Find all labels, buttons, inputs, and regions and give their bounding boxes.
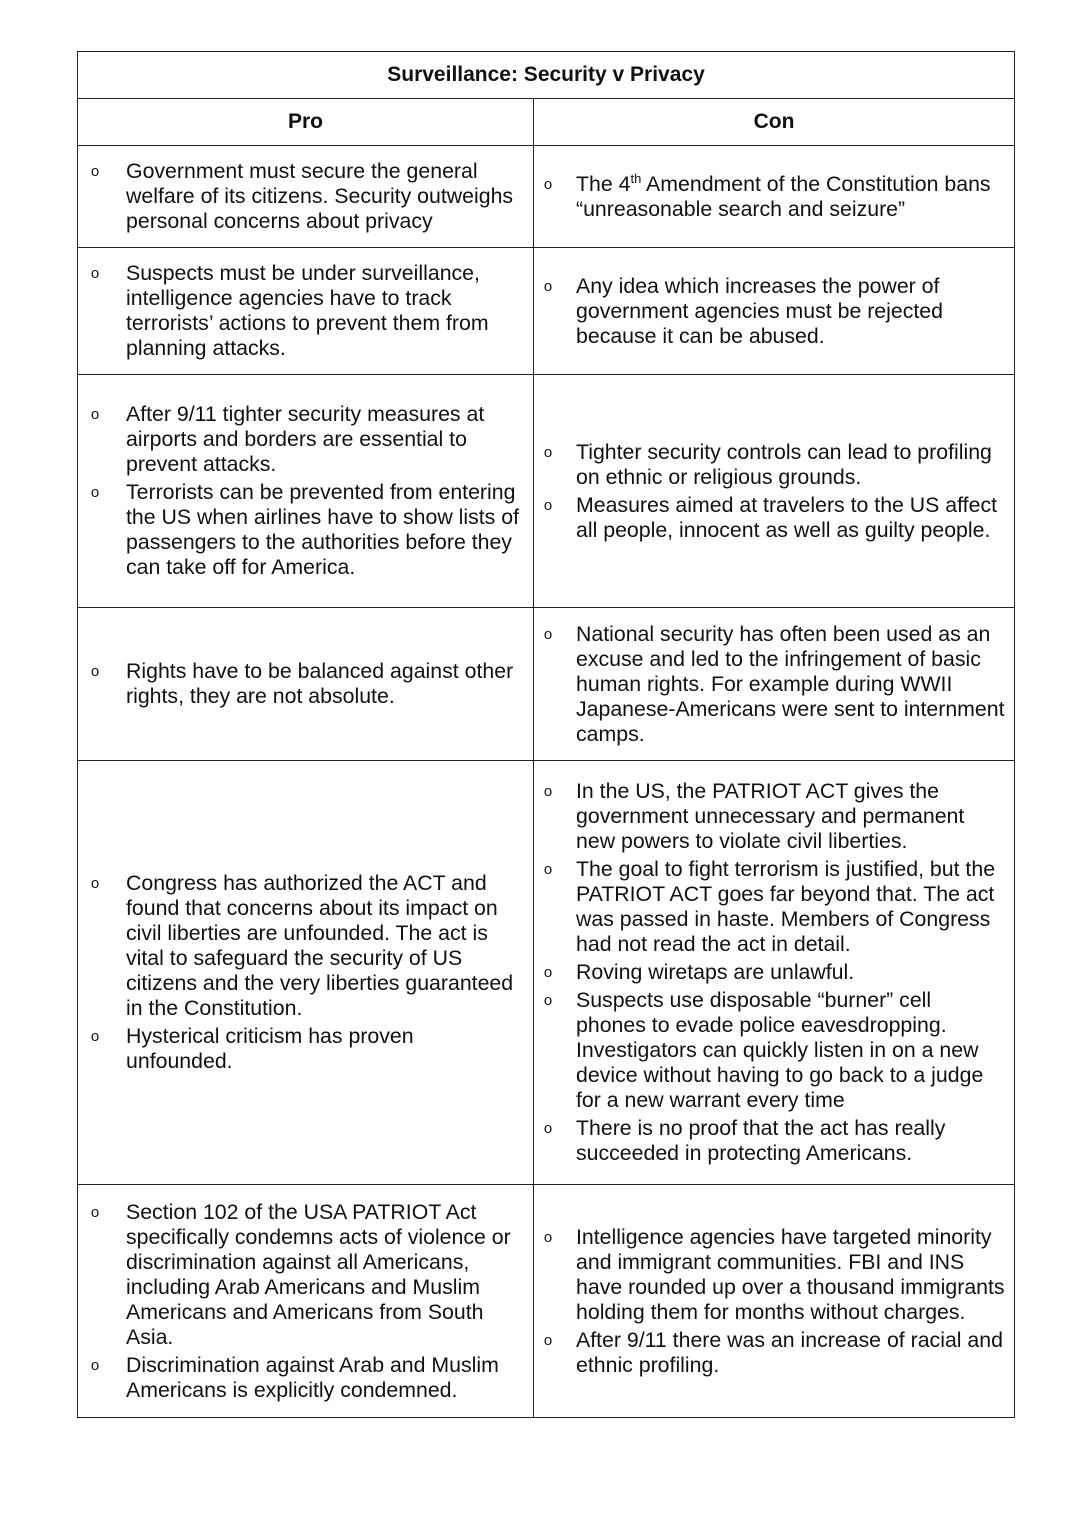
con-arguments-cell [534, 248, 1015, 375]
argument-row [78, 761, 1015, 1185]
bullet-icon: o [543, 1228, 553, 1246]
bullet-icon: o [543, 277, 553, 295]
pro-argument [78, 159, 525, 234]
con-argument-text: Any idea which increases the power of government agencies must be rejected because it can be abused. [576, 273, 943, 348]
con-argument-text: In the US, the PATRIOT ACT gives the government unnecessary and permanent new powers to violate civil liberties. [576, 779, 965, 853]
con-argument [534, 1328, 1006, 1378]
con-argument-text: After 9/11 there was an increase of racial and ethnic profiling. [576, 1327, 1003, 1377]
con-bullet-list [534, 429, 1014, 554]
con-argument-text: The 4 [576, 171, 631, 196]
pro-bullet-list [78, 860, 533, 1085]
argument-row [78, 248, 1015, 375]
pro-argument-text: Congress has authorized the ACT and found that concerns about its impact on civil liberties are unfounded. The act is vital to safeguard the security of US citizens and the very liberties guaranteed in the Constitution. [126, 871, 514, 1020]
con-bullet-list [534, 263, 1014, 360]
pro-argument-text: Rights have to be balanced against other rights, they are not absolute. [126, 659, 514, 708]
argument-row [78, 146, 1015, 248]
bullet-icon: o [543, 783, 553, 800]
con-argument-text: There is no proof that the act has really succeeded in protecting Americans. [576, 1116, 946, 1165]
pro-argument [78, 480, 525, 580]
con-arguments-cell [534, 375, 1015, 608]
pro-arguments-cell [78, 608, 534, 761]
pro-argument-text: Hysterical criticism has proven unfounded. [126, 1024, 414, 1073]
bullet-icon: o [90, 265, 100, 282]
argument-row [78, 608, 1015, 761]
bullet-icon: o [543, 964, 553, 981]
bullet-icon: o [90, 484, 100, 501]
bullet-icon: o [543, 625, 553, 643]
pro-column-header: Pro [78, 99, 534, 146]
bullet-icon: o [543, 861, 553, 878]
con-argument-text: Measures aimed at travelers to the US affect all people, innocent as well as guilty people. [576, 492, 998, 542]
pro-argument [78, 261, 525, 361]
con-argument-text: Intelligence agencies have targeted minority and immigrant communities. FBI and INS have rounded up over a thousand immigrants holding them for months without charges. [576, 1224, 1005, 1324]
header-row [78, 99, 1015, 146]
bullet-icon: o [90, 1203, 100, 1221]
pro-arguments-cell [78, 248, 534, 375]
con-argument [534, 493, 1006, 543]
con-argument [534, 960, 1006, 985]
con-argument-text: Tighter security controls can lead to profiling on ethnic or religious grounds. [576, 439, 992, 489]
bullet-icon: o [90, 875, 100, 892]
argument-row [78, 1185, 1015, 1418]
con-argument [534, 988, 1006, 1113]
pro-argument-text: Suspects must be under surveillance, intelligence agencies have to track terrorists’ actions to prevent them from planning attacks. [126, 261, 489, 360]
pro-arguments-cell [78, 761, 534, 1185]
con-bullet-list [534, 161, 1014, 233]
bullet-icon: o [543, 992, 553, 1009]
pro-bullet-list [78, 648, 533, 720]
pro-argument [78, 1353, 525, 1403]
pro-argument [78, 659, 525, 709]
con-argument [534, 1116, 1006, 1166]
con-argument-text: National security has often been used as an excuse and led to the infringement of basic human rights. For example during WWII Japanese-Americans were sent to internment camps. [576, 621, 1005, 746]
pro-argument [78, 402, 525, 477]
con-argument-text: Amendment of the Constitution bans “unreasonable search and seizure” [576, 171, 991, 221]
con-arguments-cell [534, 608, 1015, 761]
con-argument [534, 274, 1006, 349]
con-argument-text: The goal to fight terrorism is justified, but the PATRIOT ACT goes far beyond that. The act was passed in haste. Members of Congress had not read the act in detail. [576, 857, 996, 956]
bullet-icon: o [90, 1028, 100, 1045]
pro-argument [78, 1024, 525, 1074]
con-argument [534, 857, 1006, 957]
pro-bullet-list [78, 391, 533, 591]
con-bullet-list [534, 1214, 1014, 1389]
con-arguments-cell [534, 146, 1015, 248]
con-bullet-list [534, 611, 1014, 758]
bullet-icon: o [90, 406, 100, 423]
pro-con-table [77, 51, 1015, 1418]
pro-argument [78, 1200, 525, 1350]
bullet-icon: o [90, 663, 100, 680]
table-title: Surveillance: Security v Privacy [78, 52, 1015, 99]
pro-arguments-cell [78, 146, 534, 248]
pro-argument-text: Section 102 of the USA PATRIOT Act specifically condemns acts of violence or discrimination against all Americans, including Arab Americans and Muslim Americans and Americans from South Asia. [126, 1199, 511, 1349]
pro-argument-text: Terrorists can be prevented from entering the US when airlines have to show lists of passengers to the authorities before they can take off for America. [126, 480, 520, 579]
pro-argument-text: After 9/11 tighter security measures at airports and borders are essential to prevent attacks. [126, 402, 485, 476]
pro-bullet-list [78, 148, 533, 245]
pro-arguments-cell [78, 375, 534, 608]
con-argument [534, 172, 1006, 222]
con-argument-text: Suspects use disposable “burner” cell phones to evade police eavesdropping. Investigators can quickly listen in on a new device without having to go back to a judge for a new warrant every time [576, 988, 984, 1112]
con-bullet-list [534, 768, 1014, 1177]
pro-argument-text: Discrimination against Arab and Muslim Americans is explicitly condemned. [126, 1352, 499, 1402]
pro-arguments-cell [78, 1185, 534, 1418]
bullet-icon: o [543, 175, 553, 193]
con-argument [534, 1225, 1006, 1325]
con-argument [534, 779, 1006, 854]
ordinal-superscript: th [630, 170, 642, 186]
argument-row [78, 375, 1015, 608]
title-row [78, 52, 1015, 99]
bullet-icon: o [543, 1331, 553, 1349]
pro-bullet-list [78, 250, 533, 372]
con-argument [534, 622, 1006, 747]
bullet-icon: o [90, 1356, 100, 1374]
con-argument [534, 440, 1006, 490]
bullet-icon: o [543, 496, 553, 514]
argument-rows [78, 146, 1015, 1418]
con-argument-text: Roving wiretaps are unlawful. [576, 960, 855, 984]
pro-bullet-list [78, 1189, 533, 1414]
pro-argument-text: Government must secure the general welfare of its citizens. Security outweighs personal concerns about privacy [126, 159, 514, 233]
bullet-icon: o [543, 443, 553, 461]
pro-argument [78, 871, 525, 1021]
bullet-icon: o [543, 1120, 553, 1137]
con-arguments-cell [534, 1185, 1015, 1418]
con-column-header: Con [534, 99, 1015, 146]
con-arguments-cell [534, 761, 1015, 1185]
bullet-icon: o [90, 163, 100, 180]
